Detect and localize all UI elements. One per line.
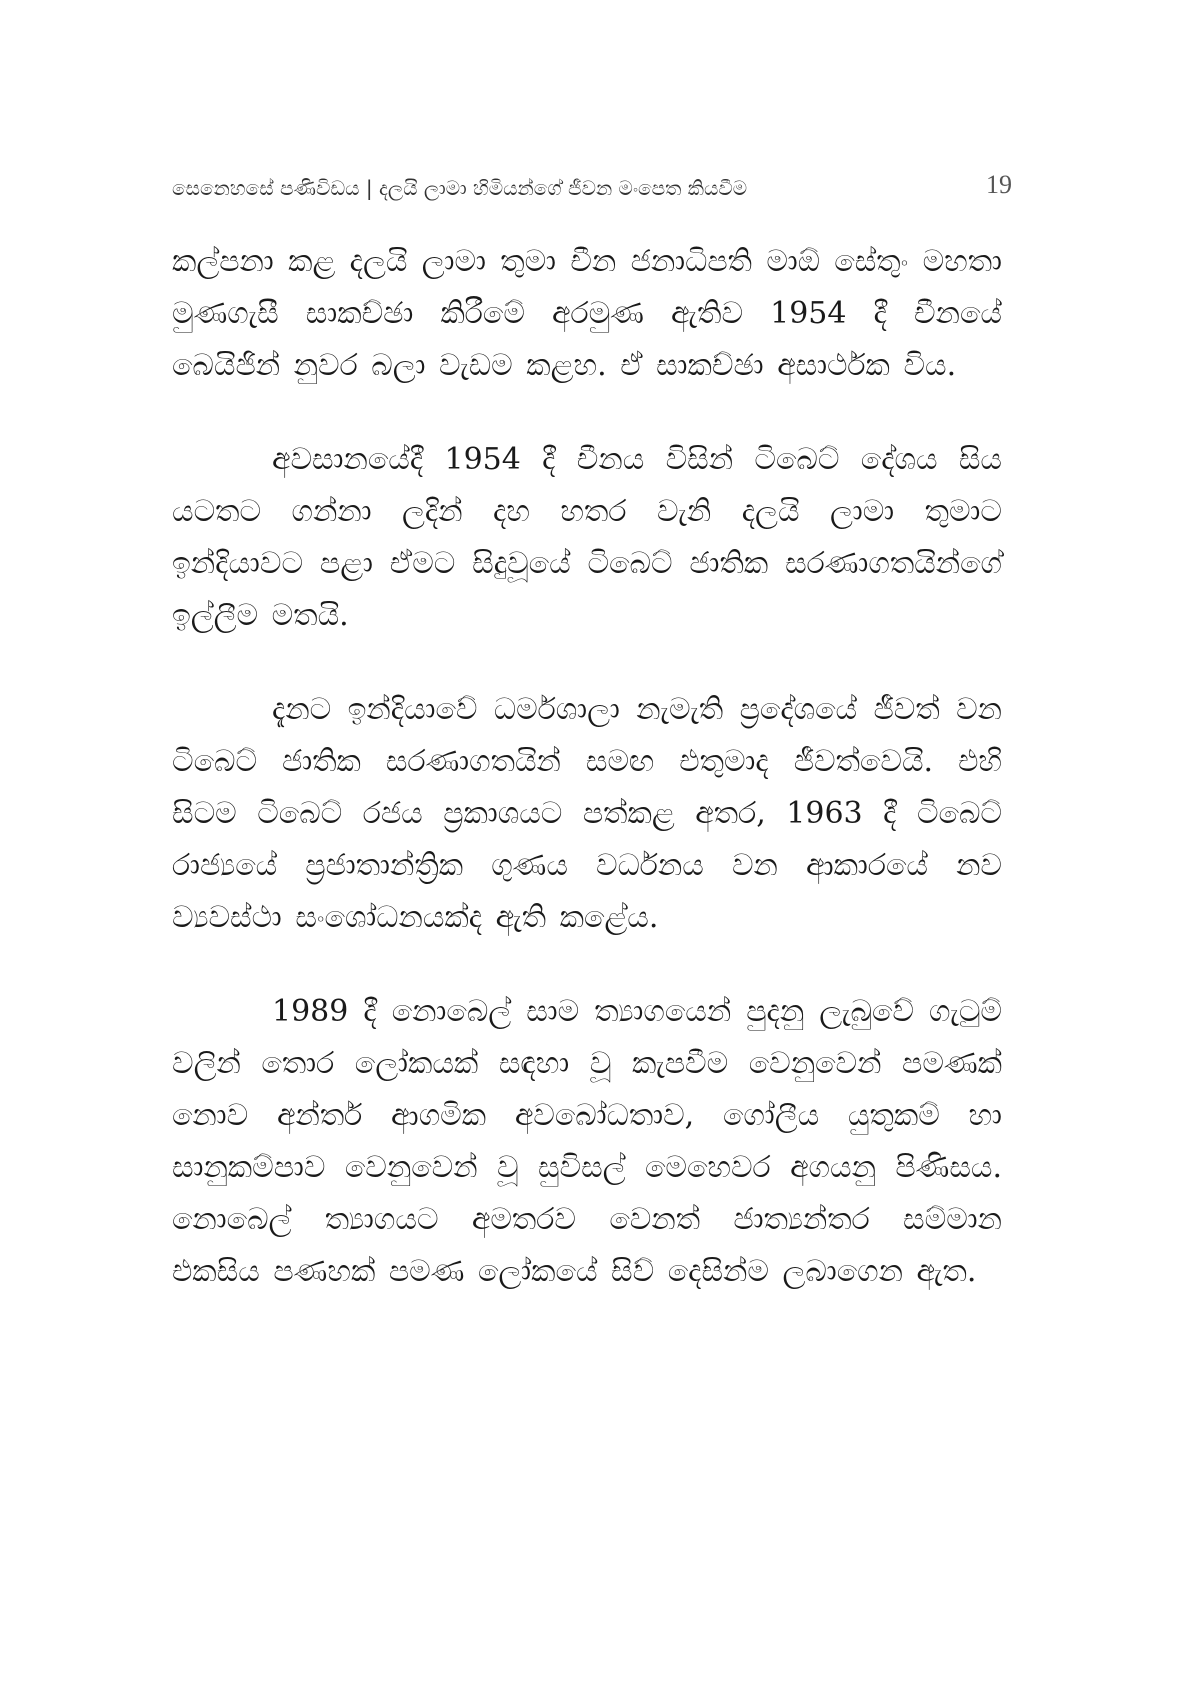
body-text xyxy=(172,236,1002,1340)
paragraph-3: දැනට ඉන්දියාවේ ධර්මශාලා නැමැති ප්‍රදේශයේ ජීවත් වන ටිබෙට් ජාතික සරණාගතයින් සමඟ එතුමාද ජීවත්වෙයි. එහි සිටම ටිබෙට් රජය ප්‍රකාශයට පත්කළ අතර, 1963 දී ටිබෙට් රාජ්‍යයේ ප්‍රජාතාන්ත්‍රික ගුණය වර්ධනය වන ආකාරයේ නව ව්‍යවස්ථා සංශෝධනයක්ද ඇති කළේය. xyxy=(172,692,1002,935)
paragraph-4: 1989 දී නොබෙල් සාම ත්‍යාගයෙන් පුදනු ලැබුවේ ගැටුම් වලින් තොර ලෝකයක් සඳහා වූ කැපවීම වෙනුවෙන් පමණක් නොව අන්තර් ආගමික අවබෝධතාව, ගෝලීය යුතුකම් හා සානුකම්පාව වෙනුවෙන් වූ සුවිසල් මෙහෙවර අගයනු පිණිසය. නොබෙල් ත්‍යාගයට අමතරව වෙනත් ජාත්‍යන්තර සම්මාන එකසිය පණහක් පමණ ලෝකයේ සිව් දෙසින්ම ලබාගෙන ඇත. xyxy=(172,994,1002,1289)
paragraph-2: අවසානයේදී 1954 දී චීනය විසින් ටිබෙට් දේශය සිය යටතට ගන්නා ලදින් දහ හතර වැනි දලයි ලාමා තුමාට ඉන්දියාවට පළා ඒමට සිදුවූයේ ටිබෙට් ජාතික සරණාගතයින්ගේ ඉල්ලීම මතයි. xyxy=(172,442,1002,633)
paragraph-1: කල්පනා කළ දලයි ලාමා තුමා චීන ජනාධිපති මාඕ සේතුං මහතා මුණගැසී සාකච්ඡා කිරීමේ අරමුණ ඇතිව 1954 දී චීනයේ බෙයිජින් නුවර බලා වැඩම කළහ. ඒ සාකච්ඡා අසාර්ථක විය. xyxy=(172,244,1002,383)
page-number: 19 xyxy=(986,170,1012,199)
running-header-title: සෙනෙහසේ පණිවිඩය | දලයි ලාමා හිමියන්ගේ ජීවන මංපෙත කියවීම xyxy=(172,176,748,200)
